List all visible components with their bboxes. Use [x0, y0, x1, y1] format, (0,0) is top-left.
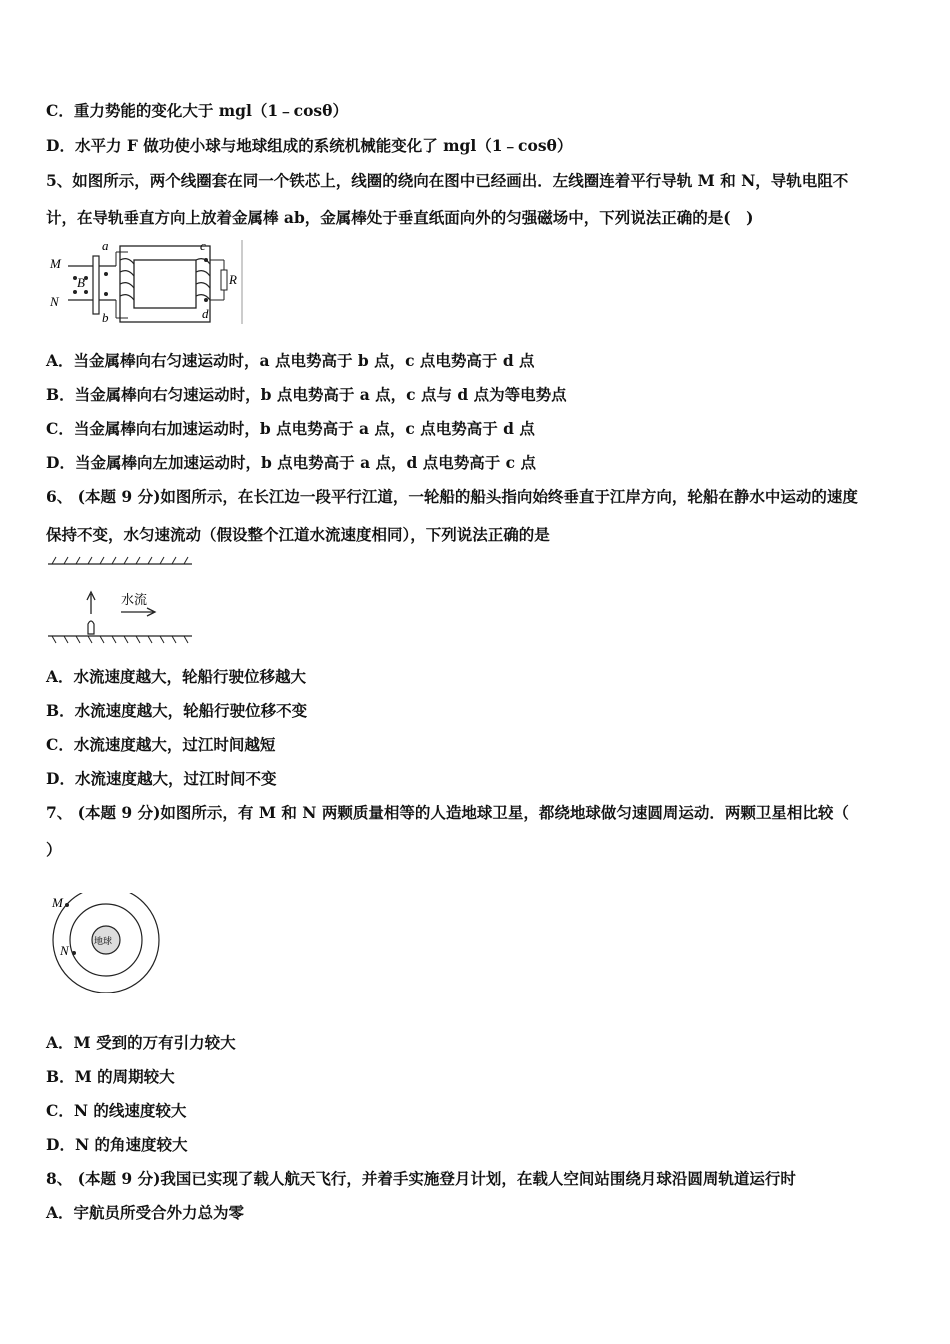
q7-option-d: D．N 的角速度较大	[46, 1135, 188, 1154]
label-m: M	[52, 895, 63, 910]
satellite-m	[65, 903, 69, 907]
q6-option-a: A．水流速度越大，轮船行驶位移越大	[46, 667, 307, 686]
resistor-r	[221, 270, 227, 290]
boat	[88, 621, 94, 634]
q7-option-a: A．M 受到的万有引力较大	[46, 1033, 236, 1052]
label-n: N	[50, 294, 59, 309]
q4-option-c: C．重力势能的变化大于 mgl（1﹣cosθ）	[46, 101, 348, 120]
label-b: B	[77, 275, 85, 290]
water-flow-label: 水流	[121, 593, 148, 608]
left-coil	[120, 259, 134, 300]
q7-option-c: C．N 的线速度较大	[46, 1101, 187, 1120]
right-coil	[196, 259, 210, 300]
earth-label: 地球	[94, 937, 113, 947]
q8-stem: 8、 (本题 9 分)我国已实现了载人航天飞行，并着手实施登月计划，在载人空间站围绕月球沿圆周轨道运行时	[46, 1169, 796, 1188]
label-a: a	[102, 238, 109, 253]
label-d: d	[202, 306, 209, 321]
near-bank-hatch	[52, 636, 188, 643]
q5-transformer-figure	[46, 238, 246, 326]
q7-stem-line2: ）	[46, 840, 62, 859]
satellite-n	[72, 951, 76, 955]
far-bank-hatch	[52, 557, 188, 564]
q4-option-d: D．水平力 F 做功使小球与地球组成的系统机械能变化了 mgl（1﹣cosθ）	[46, 136, 573, 155]
q6-option-b: B．水流速度越大，轮船行驶位移不变	[46, 701, 308, 720]
q5-stem-line1: 5、如图所示，两个线圈套在同一个铁芯上，线圈的绕向在图中已经画出．左线圈连着平行导轨 M 和 N，导轨电阻不	[46, 171, 849, 190]
q6-option-d: D．水流速度越大，过江时间不变	[46, 769, 277, 788]
metal-rod-ab	[93, 256, 99, 314]
q7-stem-line1: 7、 (本题 9 分)如图所示，有 M 和 N 两颗质量相等的人造地球卫星，都绕地球做匀速圆周运动．两颗卫星相比较（	[46, 803, 849, 822]
q5-stem-line2: 计，在导轨垂直方向上放着金属棒 ab，金属棒处于垂直纸面向外的匀强磁场中，下列说法正确的是( )	[46, 208, 754, 227]
q8-option-a: A．宇航员所受合外力总为零	[46, 1203, 245, 1222]
q5-option-a: A．当金属棒向右匀速运动时，a 点电势高于 b 点，c 点电势高于 d 点	[46, 351, 535, 370]
q7-option-b: B．M 的周期较大	[46, 1067, 175, 1086]
label-n: N	[60, 943, 69, 958]
label-m: M	[50, 256, 61, 271]
label-r: R	[229, 272, 237, 287]
q5-option-d: D．当金属棒向左加速运动时，b 点电势高于 a 点，d 点电势高于 c 点	[46, 453, 536, 472]
label-b-point: b	[102, 310, 109, 325]
label-c: c	[200, 238, 206, 253]
q7-orbit-figure	[46, 893, 166, 993]
q6-option-c: C．水流速度越大，过江时间越短	[46, 735, 276, 754]
q6-stem-line1: 6、 (本题 9 分)如图所示，在长江边一段平行江道，一轮船的船头指向始终垂直于江岸方向，轮船在静水中运动的速度	[46, 487, 858, 506]
q6-river-figure	[46, 554, 196, 644]
q6-stem-line2: 保持不变，水匀速流动（假设整个江道水流速度相同），下列说法正确的是	[46, 525, 550, 544]
q5-option-c: C．当金属棒向右加速运动时，b 点电势高于 a 点，c 点电势高于 d 点	[46, 419, 535, 438]
q5-option-b: B．当金属棒向右匀速运动时，b 点电势高于 a 点，c 点与 d 点为等电势点	[46, 385, 567, 404]
